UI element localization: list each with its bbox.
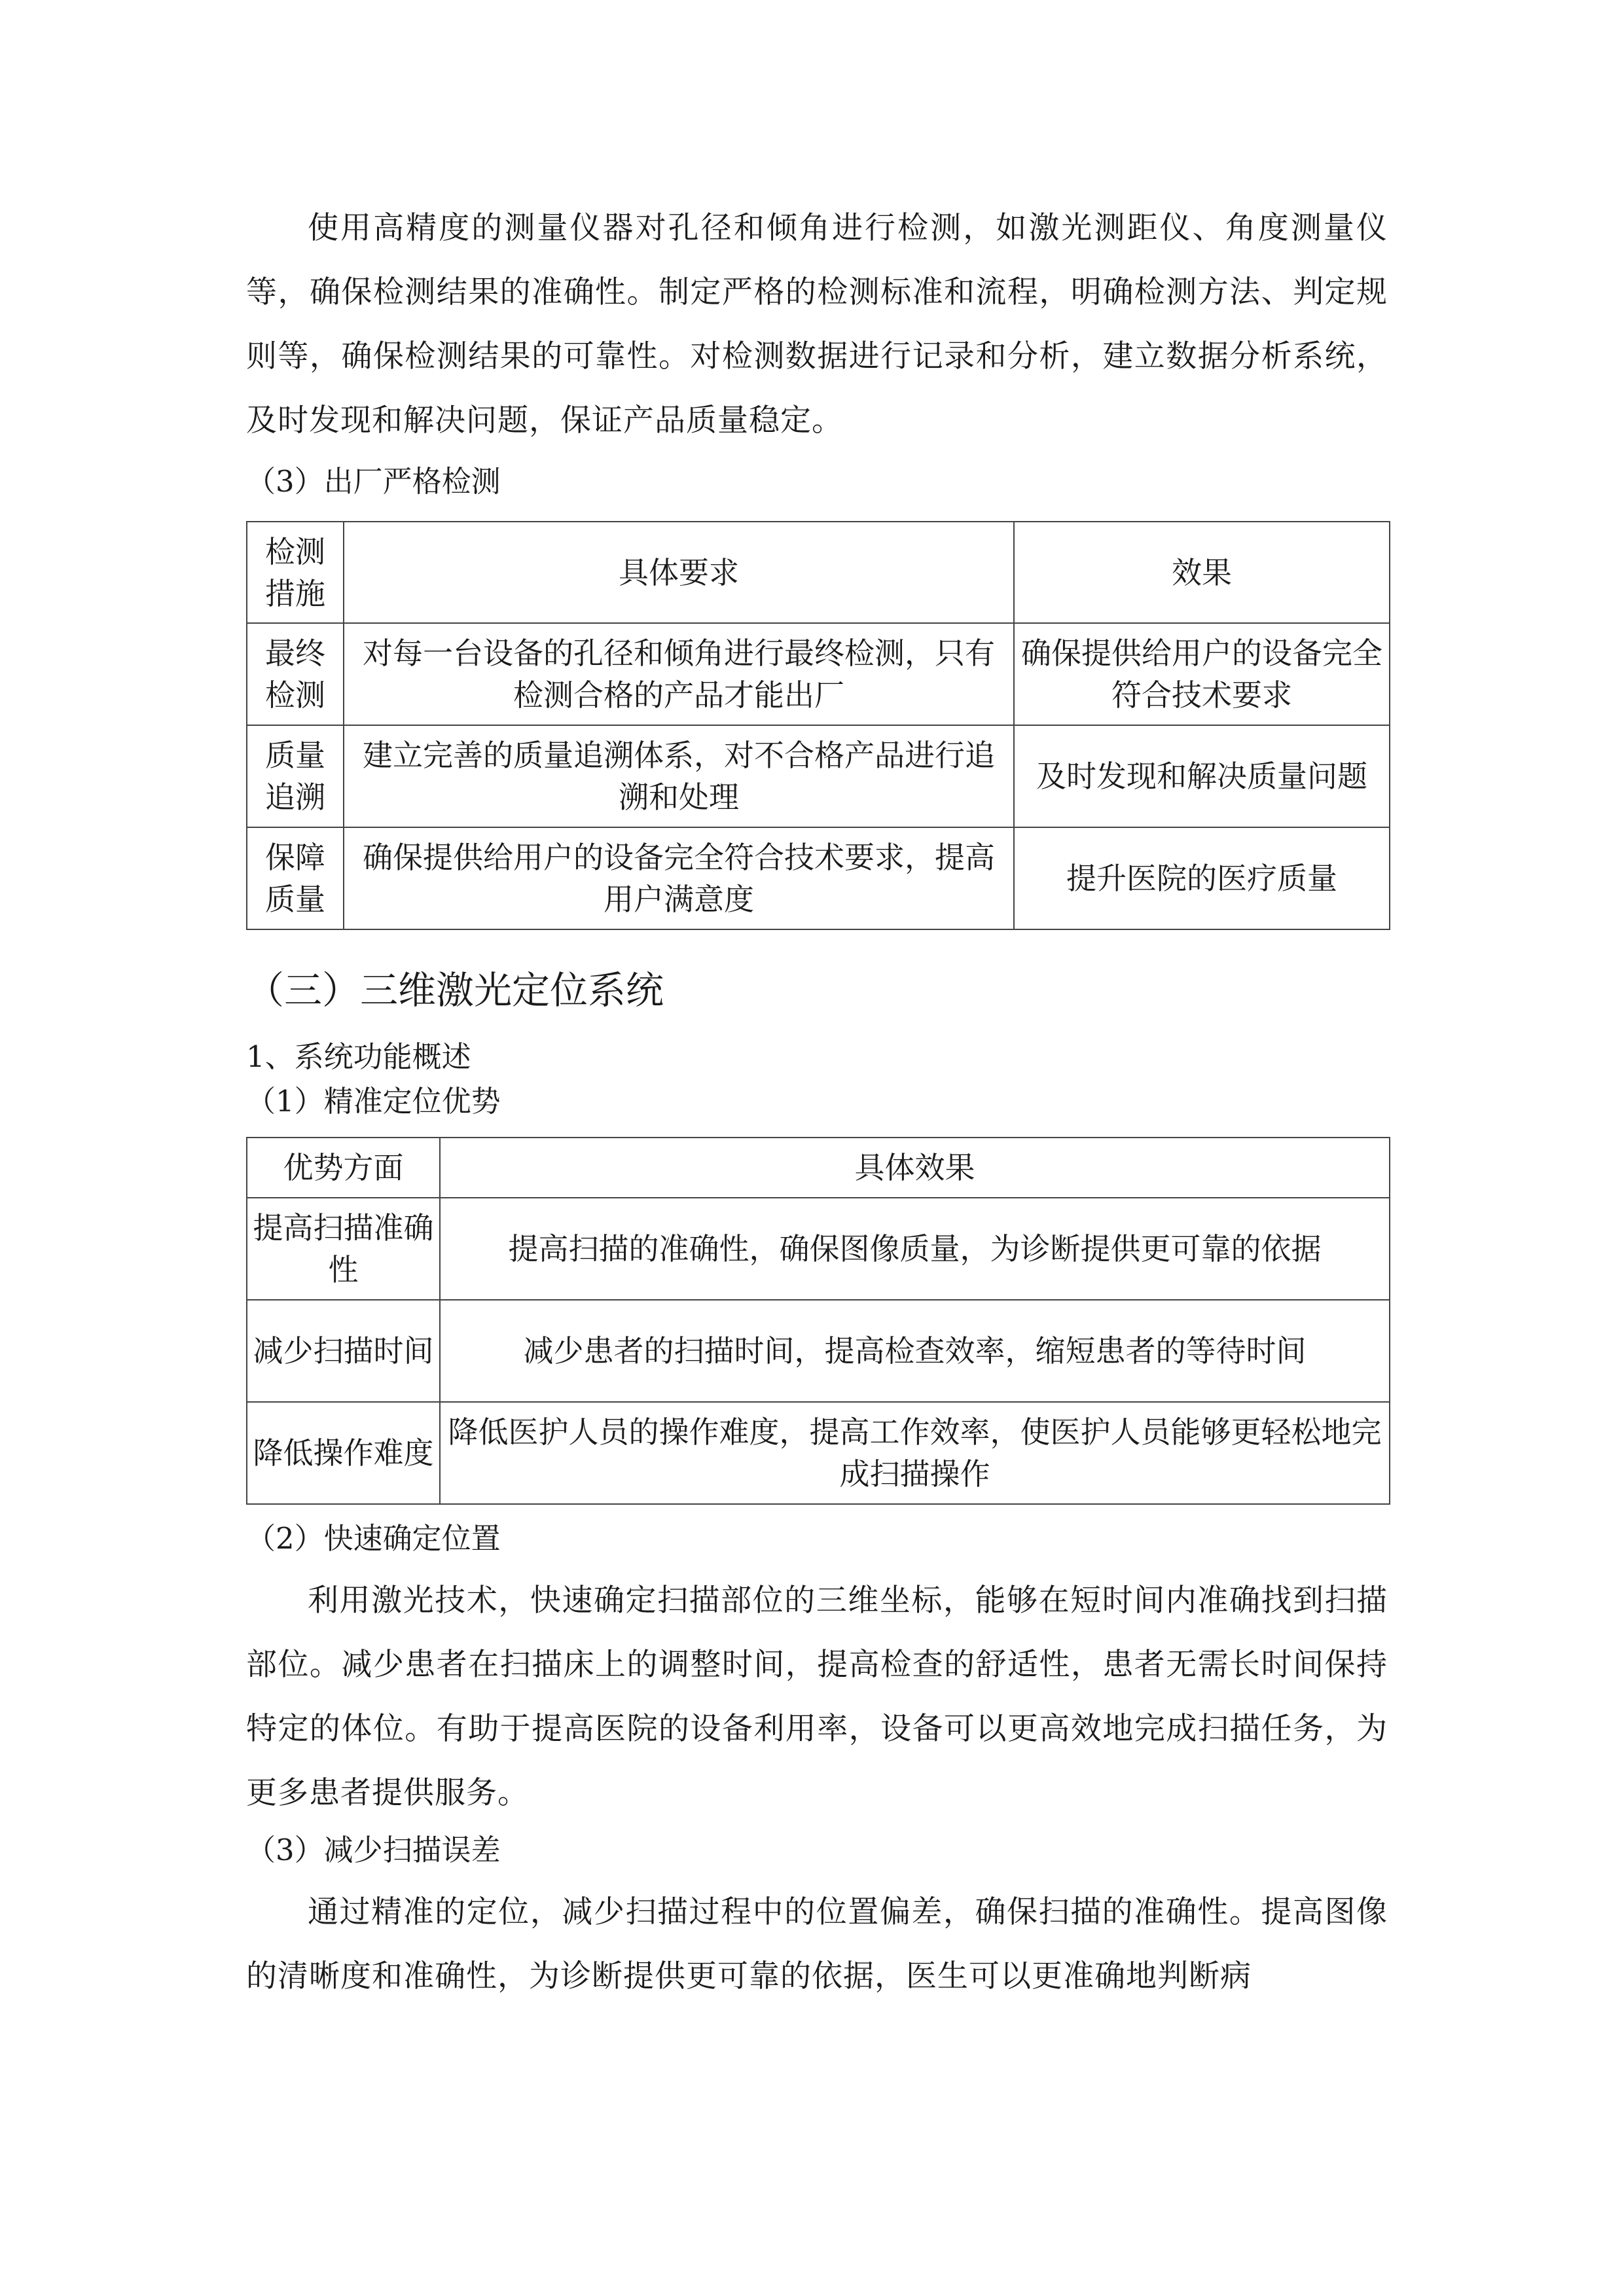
table-cell: 确保提供给用户的设备完全符合技术要求 — [1014, 623, 1390, 725]
table-row — [247, 725, 1390, 827]
table-cell: 确保提供给用户的设备完全符合技术要求，提高用户满意度 — [344, 827, 1014, 929]
table-cell: 提高扫描的准确性，确保图像质量，为诊断提供更可靠的依据 — [440, 1198, 1390, 1300]
heading-reduce-error: （3）减少扫描误差 — [246, 1833, 501, 1867]
table-header-cell: 具体效果 — [440, 1138, 1390, 1198]
table-header-row — [247, 522, 1390, 623]
heading-factory-inspection: （3）出厂严格检测 — [246, 464, 501, 499]
heading-quick-position: （2）快速确定位置 — [246, 1521, 501, 1556]
table-header-cell: 检测措施 — [247, 522, 344, 623]
table-cell: 最终检测 — [247, 623, 344, 725]
table-header-cell: 具体要求 — [344, 522, 1014, 623]
reduce-error-paragraph: 通过精准的定位，减少扫描过程中的位置偏差，确保扫描的准确性。提高图像的清晰度和准确性，为诊断提供更可靠的依据，医生可以更准确地判断病 — [246, 1894, 1388, 1994]
table-cell: 提高扫描准确性 — [247, 1198, 440, 1300]
table-header-cell: 效果 — [1014, 522, 1390, 623]
table-row — [247, 1300, 1390, 1402]
page-content — [246, 196, 1388, 2009]
inspection-table — [246, 521, 1390, 930]
section-title: （三）三维激光定位系统 — [246, 968, 664, 1013]
table-row — [247, 1402, 1390, 1504]
table-cell: 建立完善的质量追溯体系，对不合格产品进行追溯和处理 — [344, 725, 1014, 827]
table-row — [247, 1198, 1390, 1300]
table-header-cell: 优势方面 — [247, 1138, 440, 1198]
heading-precise-positioning: （1）精准定位优势 — [246, 1084, 501, 1119]
subsection-title: 1、系统功能概述 — [246, 1039, 471, 1074]
table-cell: 提升医院的医疗质量 — [1014, 827, 1390, 929]
table-cell: 对每一台设备的孔径和倾角进行最终检测，只有检测合格的产品才能出厂 — [344, 623, 1014, 725]
table-cell: 降低操作难度 — [247, 1402, 440, 1504]
table-cell: 保障质量 — [247, 827, 344, 929]
table-header-row — [247, 1138, 1390, 1198]
table-cell: 减少患者的扫描时间，提高检查效率，缩短患者的等待时间 — [440, 1300, 1390, 1402]
table-cell: 降低医护人员的操作难度，提高工作效率，使医护人员能够更轻松地完成扫描操作 — [440, 1402, 1390, 1504]
quick-position-paragraph: 利用激光技术，快速确定扫描部位的三维坐标，能够在短时间内准确找到扫描部位。减少患者在扫描床上的调整时间，提高检查的舒适性，患者无需长时间保持特定的体位。有助于提高医院的设备利用率，设备可以更高效地完成扫描任务，为更多患者提供服务。 — [246, 1583, 1388, 1811]
table-row — [247, 827, 1390, 929]
table-cell: 质量追溯 — [247, 725, 344, 827]
table-cell: 减少扫描时间 — [247, 1300, 440, 1402]
table-cell: 及时发现和解决质量问题 — [1014, 725, 1390, 827]
table-row — [247, 623, 1390, 725]
intro-paragraph: 使用高精度的测量仪器对孔径和倾角进行检测，如激光测距仪、角度测量仪等，确保检测结果的准确性。制定严格的检测标准和流程，明确检测方法、判定规则等，确保检测结果的可靠性。对检测数据进行记录和分析，建立数据分析系统，及时发现和解决问题，保证产品质量稳定。 — [246, 210, 1388, 439]
advantages-table — [246, 1137, 1390, 1505]
